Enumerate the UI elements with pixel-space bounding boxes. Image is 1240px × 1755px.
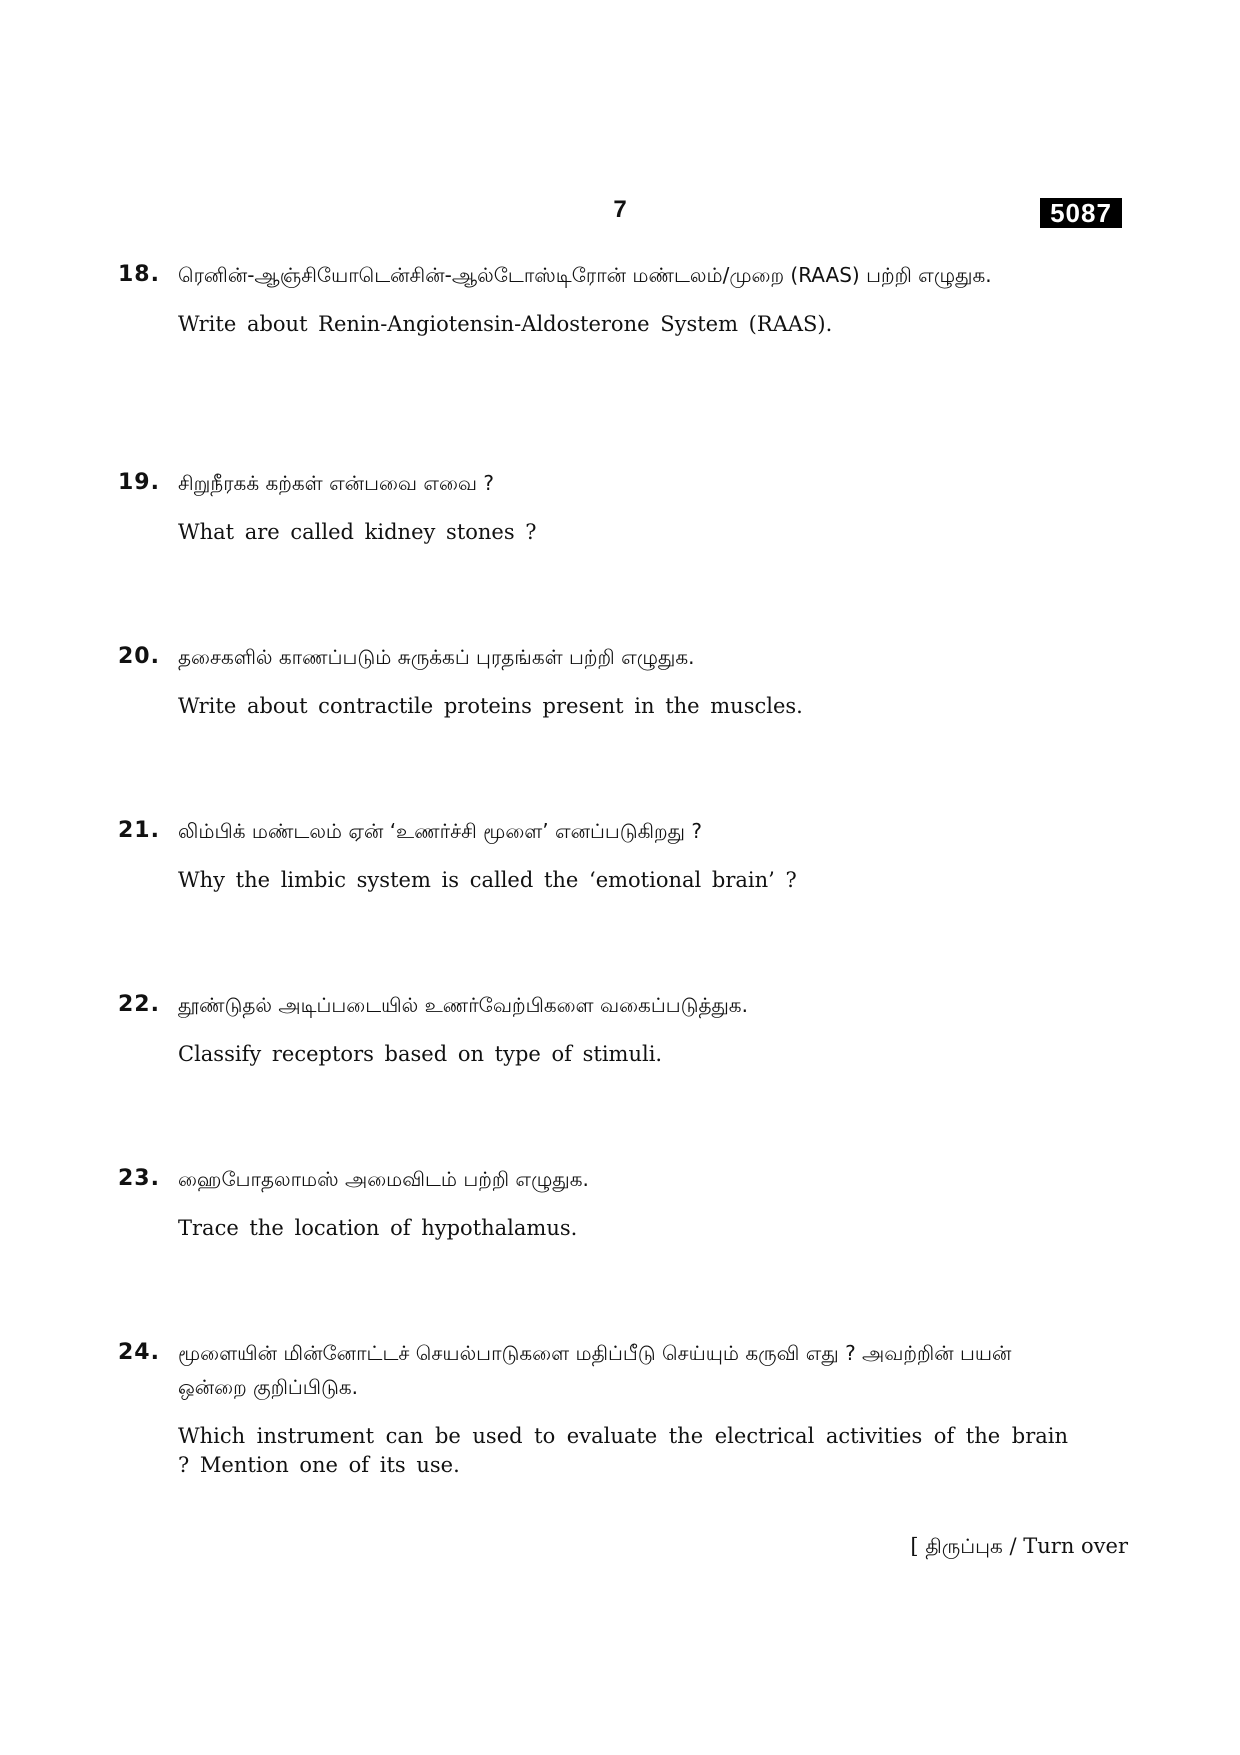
question-text-english: Why the limbic system is called the ‘emotional brain’ ?: [178, 868, 797, 892]
question-number: 20.: [118, 644, 160, 669]
paper-code-badge: 5087: [1040, 198, 1122, 228]
turn-over-note: [910, 1534, 1128, 1561]
question-text-tamil: ஹைபோதலாமஸ் அமைவிடம் பற்றி எழுதுக.: [178, 1167, 589, 1191]
question-number: 23.: [118, 1166, 160, 1191]
question-text-tamil: லிம்பிக் மண்டலம் ஏன் ‘உணர்ச்சி மூளை’ எனப்படுகிறது ?: [178, 819, 702, 843]
question-number: 18.: [118, 262, 160, 287]
turn-over-separator: /: [1009, 1534, 1017, 1558]
question-text-english: What are called kidney stones ?: [178, 520, 537, 544]
turn-over-tamil: திருப்புக: [925, 1534, 1003, 1558]
question-19: [118, 466, 1068, 547]
question-22: [118, 988, 1068, 1069]
turn-over-bracket: [: [910, 1534, 919, 1558]
question-text-english: Which instrument can be used to evaluate the electrical activities of the brain ? Mention one of its use.: [178, 1424, 1068, 1477]
question-text-tamil: சிறுநீரகக் கற்கள் என்பவை எவை ?: [178, 471, 495, 495]
question-text-english: Trace the location of hypothalamus.: [178, 1216, 578, 1240]
question-24: [118, 1336, 1068, 1480]
question-text-english: Write about contractile proteins present in the muscles.: [178, 694, 803, 718]
question-text-tamil: தசைகளில் காணப்படும் சுருக்கப் புரதங்கள் பற்றி எழுதுக.: [178, 645, 695, 669]
question-20: [118, 640, 1068, 721]
turn-over-english: Turn over: [1023, 1534, 1128, 1558]
question-number: 22.: [118, 992, 160, 1017]
question-text-english: Write about Renin-Angiotensin-Aldosterone System (RAAS).: [178, 312, 833, 336]
question-18: [118, 258, 1068, 339]
question-text-tamil: ரெனின்-ஆஞ்சியோடென்சின்-ஆல்டோஸ்டிரோன் மண்டலம்/முறை (RAAS) பற்றி எழுதுக.: [178, 263, 992, 287]
question-23: [118, 1162, 1068, 1243]
question-number: 21.: [118, 818, 160, 843]
question-text-english: Classify receptors based on type of stimuli.: [178, 1042, 663, 1066]
question-number: 24.: [118, 1340, 160, 1365]
page-number: 7: [613, 196, 627, 223]
question-text-tamil: தூண்டுதல் அடிப்படையில் உணர்வேற்பிகளை வகைப்படுத்துக.: [178, 993, 748, 1017]
question-21: [118, 814, 1068, 895]
question-text-tamil: மூளையின் மின்னோட்டச் செயல்பாடுகளை மதிப்பீடு செய்யும் கருவி எது ? அவற்றின் பயன் ஒன்றை குறிப்பிடுக.: [178, 1341, 1012, 1399]
question-number: 19.: [118, 470, 160, 495]
